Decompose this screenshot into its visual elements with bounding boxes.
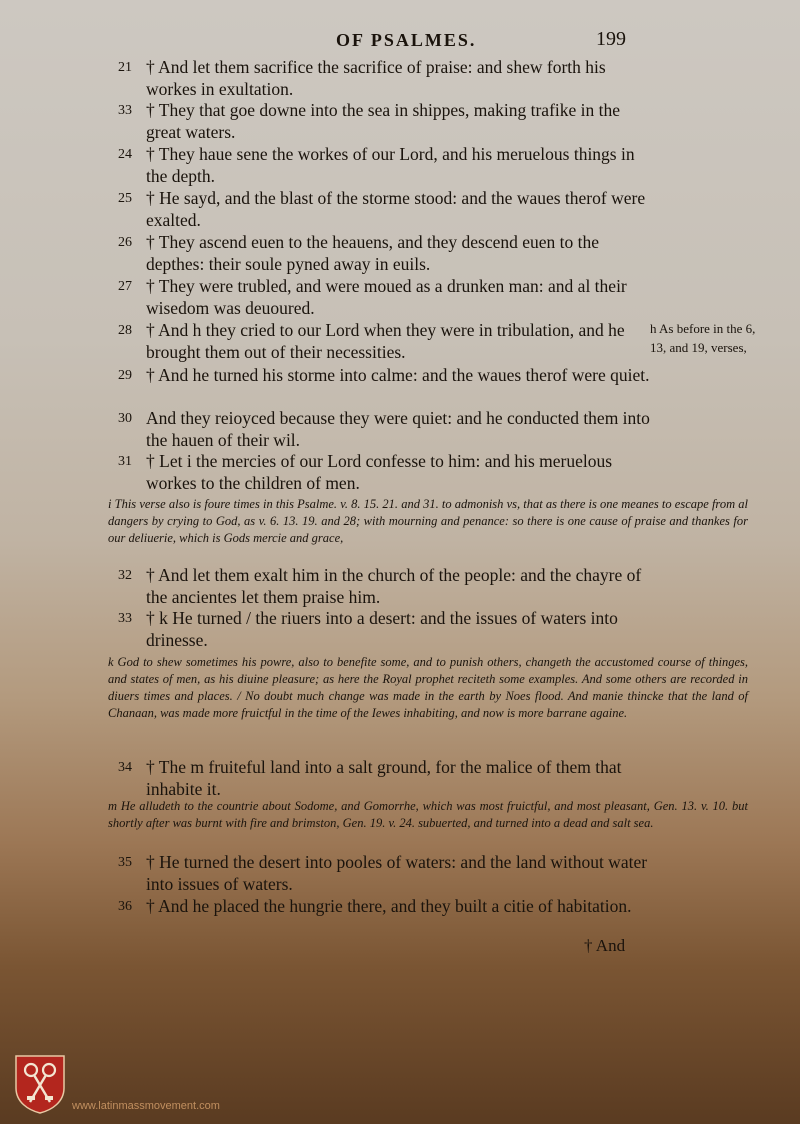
verse-text: And they reioyced because they were quiet: and he conducted them into the hauen of their wil. (146, 408, 650, 450)
verse-number: 33 (118, 103, 132, 118)
running-header (0, 30, 800, 54)
verse-number: 33 (118, 611, 132, 626)
verse-text: † And let them exalt him in the church of the people: and the chayre of the ancientes let them praise him. (146, 565, 642, 607)
verse-text: † He sayd, and the blast of the storme stood: and the waues therof were exalted. (146, 188, 646, 230)
verse-number: 21 (118, 60, 132, 75)
verse-number: 26 (118, 235, 132, 250)
verse-text: † They were trubled, and were moued as a drunken man: and al their wisedom was deuoured. (146, 276, 627, 318)
verse-number: 25 (118, 191, 132, 206)
margin-note-h: h As before in the 6, 13, and 19, verses, (650, 321, 756, 355)
verse-text: † The m fruiteful land into a salt ground, for the malice of them that inhabite it. (146, 757, 622, 799)
verse-text: † Let i the mercies of our Lord confesse to him: and his meruelous workes to the children of men. (146, 451, 613, 493)
annotation-text: i This verse also is foure times in this Psalme. v. 8. 15. 21. and 31. to admonish vs, that as there is one meanes to escape from al dangers by crying to God, as v. 6. 13. 19. and 28; with mourning and penance: so there is one cause of praise and thankes for our deliuerie, which is Gods mercie and grace, (108, 497, 748, 545)
verse-text: † And let them sacrifice the sacrifice of praise: and shew forth his workes in exultation. (146, 57, 606, 99)
keys-shield-logo-icon (14, 1054, 66, 1114)
verse-number: 30 (118, 411, 132, 426)
verse-text: † And h they cried to our Lord when they were in tribulation, and he brought them out of their necessities. (146, 320, 625, 362)
page-number: 199 (596, 28, 626, 50)
verse-text: † They that goe downe into the sea in shippes, making trafike in the great waters. (146, 100, 621, 142)
verse-number: 24 (118, 147, 132, 162)
verse-text: † And he turned his storme into calme: and the waues therof were quiet. (146, 365, 650, 385)
verse-number: 35 (118, 855, 132, 870)
catchword-text: † And (584, 936, 626, 955)
verse-number: 36 (118, 899, 132, 914)
annotation-text: m He alludeth to the countrie about Sodome, and Gomorrhe, which was most fruictful, and most pleasant, Gen. 13. v. 10. but shortly after was burnt with fire and brimston, Gen. 19. v. 24. subuerted, and turned into a dead and salt sea. (108, 799, 748, 830)
source-watermark: www.latinmassmovement.com (72, 1100, 220, 1112)
verse-text: † They ascend euen to the heauens, and they descend euen to the depthes: their soule pyned away in euils. (146, 232, 600, 274)
verse-number: 31 (118, 454, 132, 469)
annotation-text: k God to shew sometimes his powre, also to benefite some, and to punish others, changeth the accustomed course of thinges, and states of men, as his diuine pleasure; as here the Royal prophet reciteth some examples. And some others are recorded in diuers times and places. / No doubt much change was made in the earth by Noes flood. And manie thincke that the land of Chanaan, was made more fruictful in the time of the Iewes inhabiting, and now is more barrane againe. (108, 655, 748, 720)
verse-number: 34 (118, 760, 132, 775)
verse-text: † They haue sene the workes of our Lord, and his meruelous things in the depth. (146, 144, 635, 186)
verse-text: † And he placed the hungrie there, and they built a citie of habitation. (146, 896, 632, 916)
verse-text: † k He turned / the riuers into a desert: and the issues of waters into drinesse. (146, 608, 618, 650)
verse-text: † He turned the desert into pooles of waters: and the land without water into issues of waters. (146, 852, 648, 894)
verse-number: 29 (118, 368, 132, 383)
verse-number: 32 (118, 568, 132, 583)
verse-number: 28 (118, 323, 132, 338)
running-title: OF PSALMES. (336, 30, 477, 50)
verse-number: 27 (118, 279, 132, 294)
